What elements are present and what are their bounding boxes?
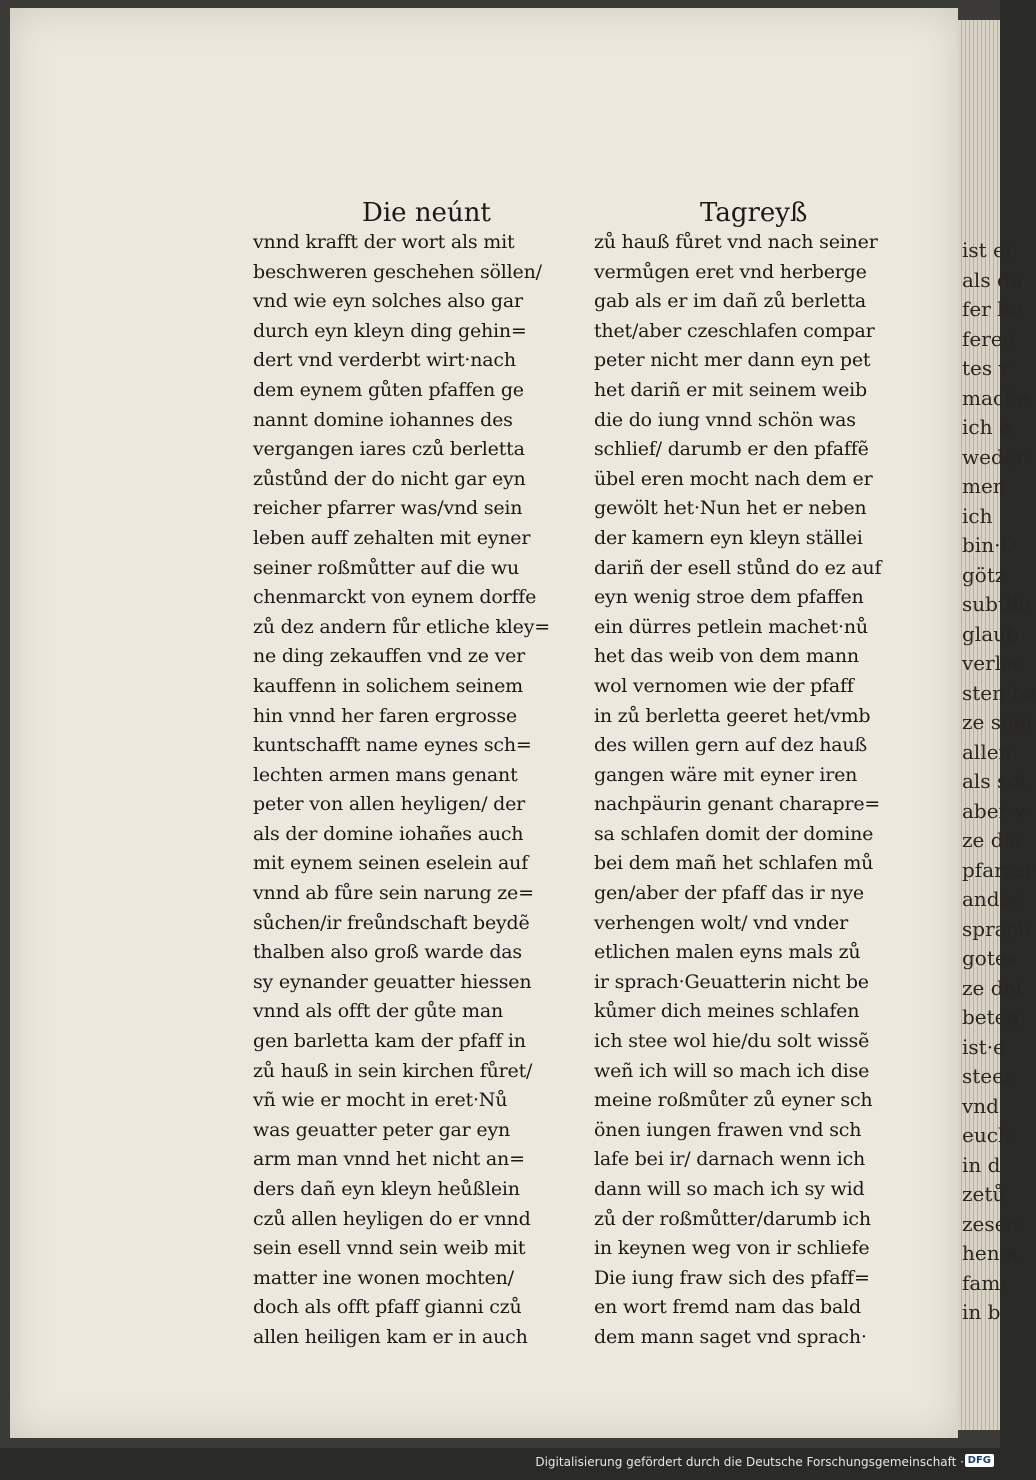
text-line: gangen wäre mit eyner iren xyxy=(594,763,858,786)
next-page-fragment: weder xyxy=(962,444,1026,469)
next-page-fragment: fer bo xyxy=(962,297,1022,321)
text-line: mit eynem seinen eselein auf xyxy=(253,852,529,875)
text-line: gewölt het·Nun het er neben xyxy=(594,497,867,520)
text-line: was geuatter peter gar eyn xyxy=(253,1118,511,1141)
text-line: etlichen malen eyns mals zů xyxy=(594,941,861,964)
text-column-left xyxy=(253,228,553,1353)
text-line: dert vnd verderbt wirt·nach xyxy=(253,349,516,372)
next-page-fragment: ich xyxy=(962,503,993,528)
text-line: zů der roßmůtter/darumb ich xyxy=(594,1207,871,1230)
text-line: seiner roßmůtter auf die wu xyxy=(253,556,520,579)
next-page-fragment: feren xyxy=(962,326,1016,351)
text-line: kůmer dich meines schlafen xyxy=(594,1000,860,1023)
next-page-fragment: ze sein xyxy=(962,710,1033,734)
next-page-fragment: aber v xyxy=(962,798,1026,823)
next-page-fragment: ich e xyxy=(962,415,1011,439)
text-line: peter von allen heyligen/ der xyxy=(253,793,526,816)
text-line: lafe bei ir/ darnach wenn ich xyxy=(594,1148,866,1171)
next-page-fragment: beteg xyxy=(962,1005,1020,1029)
text-line: zů hauß fůret vnd nach seiner xyxy=(594,231,878,253)
text-line: beschweren geschehen söllen/ xyxy=(253,260,542,283)
text-line: sůchen/ir freůndschaft beydẽ xyxy=(253,911,530,934)
dfg-logo: DFG xyxy=(965,1454,994,1467)
next-page-fragment: ist·e xyxy=(962,1034,1005,1059)
text-line: ir sprach·Geuatterin nicht be xyxy=(594,970,869,993)
text-line: ne ding zekauffen vnd ze ver xyxy=(253,645,526,668)
text-line: matter ine wonen mochten/ xyxy=(253,1266,514,1289)
next-page-fragment: andec xyxy=(962,887,1023,911)
text-line: dem eynem gůten pfaffen ge xyxy=(253,378,524,401)
text-line: in zů berletta geeret het/vmb xyxy=(594,704,871,727)
text-line: verhengen wolt/ vnd vnder xyxy=(594,911,848,934)
text-line: thalben also groß warde das xyxy=(253,941,522,964)
next-page-fragment: glaub xyxy=(962,621,1019,646)
text-line: in keynen weg von ir schliefe xyxy=(594,1237,870,1260)
next-page-fragment: gotes xyxy=(962,946,1017,970)
text-line: nachpäurin genant charapre= xyxy=(594,793,881,816)
text-line: gen barletta kam der pfaff in xyxy=(253,1030,526,1053)
next-page-fragment: sprach xyxy=(962,916,1031,941)
text-line: peter nicht mer dann eyn pet xyxy=(594,349,871,372)
text-line: ein dürres petlein machet·nů xyxy=(594,615,868,638)
text-line: zůstůnd der do nicht gar eyn xyxy=(253,467,526,490)
next-page-fragment: sten ba xyxy=(962,680,1036,705)
text-line: die do iung vnnd schön was xyxy=(594,408,856,431)
text-line: als der domine iohañes auch xyxy=(253,822,524,845)
text-line: zů dez andern fůr etliche kley= xyxy=(253,615,550,638)
text-line: meine roßmůter zů eyner sch xyxy=(594,1089,873,1112)
text-column-right xyxy=(594,228,904,1353)
text-line: önen iungen frawen vnd sch xyxy=(594,1118,862,1141)
next-page-fragment: zesec xyxy=(962,1211,1018,1236)
text-line: het das weib von dem mann xyxy=(594,645,859,668)
next-page-fragment: als sol xyxy=(962,769,1026,793)
text-line: thet/aber czeschlafen compar xyxy=(594,319,875,342)
text-line: sein esell vnnd sein weib mit xyxy=(253,1237,526,1260)
next-page-fragment: ze die xyxy=(962,828,1022,852)
text-line: arm man vnnd het nicht an= xyxy=(253,1148,525,1171)
text-line: der kamern eyn kleyn ställei xyxy=(594,526,863,549)
text-line: des willen gern auf dez hauß xyxy=(594,734,867,757)
next-page-fragment: als du xyxy=(962,267,1023,292)
next-page-edge xyxy=(962,236,1036,1436)
next-page-fragment: euch xyxy=(962,1123,1011,1147)
text-line: eyn wenig stroe dem pfaffen xyxy=(594,586,864,609)
text-line: dem mann saget vnd sprach· xyxy=(594,1325,867,1348)
text-line: nannt domine iohannes des xyxy=(253,408,513,431)
text-line: wol vernomen wie der pfaff xyxy=(594,674,854,697)
text-line: durch eyn kleyn ding gehin= xyxy=(253,319,527,342)
text-line: reicher pfarrer was/vnd sein xyxy=(253,497,523,520)
text-line: chenmarckt von eynem dorffe xyxy=(253,586,537,609)
next-page-fragment: steer xyxy=(962,1064,1014,1088)
text-line: ich stee wol hie/du solt wissẽ xyxy=(594,1030,870,1053)
text-line: czů allen heyligen do er vnnd xyxy=(253,1207,531,1230)
next-page-fragment: famı xyxy=(962,1270,1007,1295)
text-line: vergangen iares czů berletta xyxy=(253,438,525,461)
next-page-fragment: men xyxy=(962,474,1006,498)
text-line: gab als er im dañ zů berletta xyxy=(594,290,867,313)
text-line: lechten armen mans genant xyxy=(253,763,518,786)
next-page-fragment: in d xyxy=(962,1152,1001,1177)
text-line: bei dem mañ het schlafen mů xyxy=(594,852,874,875)
text-line: vnnd krafft der wort als mit xyxy=(253,231,515,253)
text-line: allen heiligen kam er in auch xyxy=(253,1325,528,1348)
next-page-fragment: zetů xyxy=(962,1182,1006,1206)
next-page-fragment: subtile xyxy=(962,592,1031,616)
text-line: het dariñ er mit seinem weib xyxy=(594,378,867,401)
text-line: vnnd als offt der gůte man xyxy=(253,1000,504,1023)
text-line: weñ ich will so mach ich dise xyxy=(594,1059,870,1082)
text-line: leben auff zehalten mit eyner xyxy=(253,526,531,549)
next-page-fragment: tes v xyxy=(962,356,1010,380)
next-page-fragment: hen a xyxy=(962,1241,1018,1265)
text-line: vermůgen eret vnd herberge xyxy=(594,260,867,283)
text-line: en wort fremd nam das bald xyxy=(594,1296,861,1319)
next-page-fragment: allen xyxy=(962,739,1012,764)
next-page-fragment: ist ei xyxy=(962,238,1012,262)
next-page-fragment: pfarrer xyxy=(962,857,1035,882)
text-line: gen/aber der pfaff das ir nye xyxy=(594,882,864,905)
text-line: dann will so mach ich sy wid xyxy=(594,1178,865,1200)
text-line: doch als offt pfaff gianni czů xyxy=(253,1296,522,1319)
text-line: Die iung fraw sich des pfaff= xyxy=(594,1266,870,1289)
next-page-fragment: bin·D xyxy=(962,533,1017,557)
text-line: schlief/ darumb er den pfaffẽ xyxy=(594,438,869,461)
next-page-fragment: vnd xyxy=(962,1093,999,1118)
text-line: sy eynander geuatter hiessen xyxy=(253,970,532,993)
text-line: vñ wie er mocht in eret·Nů xyxy=(253,1089,508,1112)
text-line: kuntschafft name eynes sch= xyxy=(253,734,532,757)
running-head-left: Die neúnt xyxy=(362,198,491,228)
running-head-right: Tagreyß xyxy=(700,198,808,228)
next-page-fragment: in b xyxy=(962,1300,1001,1324)
next-page-fragment: mache xyxy=(962,385,1029,410)
text-line: ders dañ eyn kleyn heůßlein xyxy=(253,1178,520,1200)
text-line: übel eren mocht nach dem er xyxy=(594,467,873,490)
text-line: kauffenn in solichem seinem xyxy=(253,674,523,697)
funding-notice: Digitalisierung gefördert durch die Deutsche Forschungsgemeinschaft · xyxy=(535,1455,964,1469)
text-line: vnd wie eyn solches also gar xyxy=(253,290,523,313)
next-page-fragment: götz xyxy=(962,562,1006,587)
text-line: zů hauß in sein kirchen fůret/ xyxy=(253,1059,533,1082)
text-line: hin vnnd her faren ergrosse xyxy=(253,704,517,727)
text-line: vnnd ab fůre sein narung ze= xyxy=(253,882,534,905)
text-line: dariñ der esell stůnd do ez auf xyxy=(594,556,882,579)
next-page-fragment: ze dot xyxy=(962,975,1024,1000)
next-page-fragment: verlac xyxy=(962,651,1025,675)
text-line: sa schlafen domit der domine xyxy=(594,822,874,845)
